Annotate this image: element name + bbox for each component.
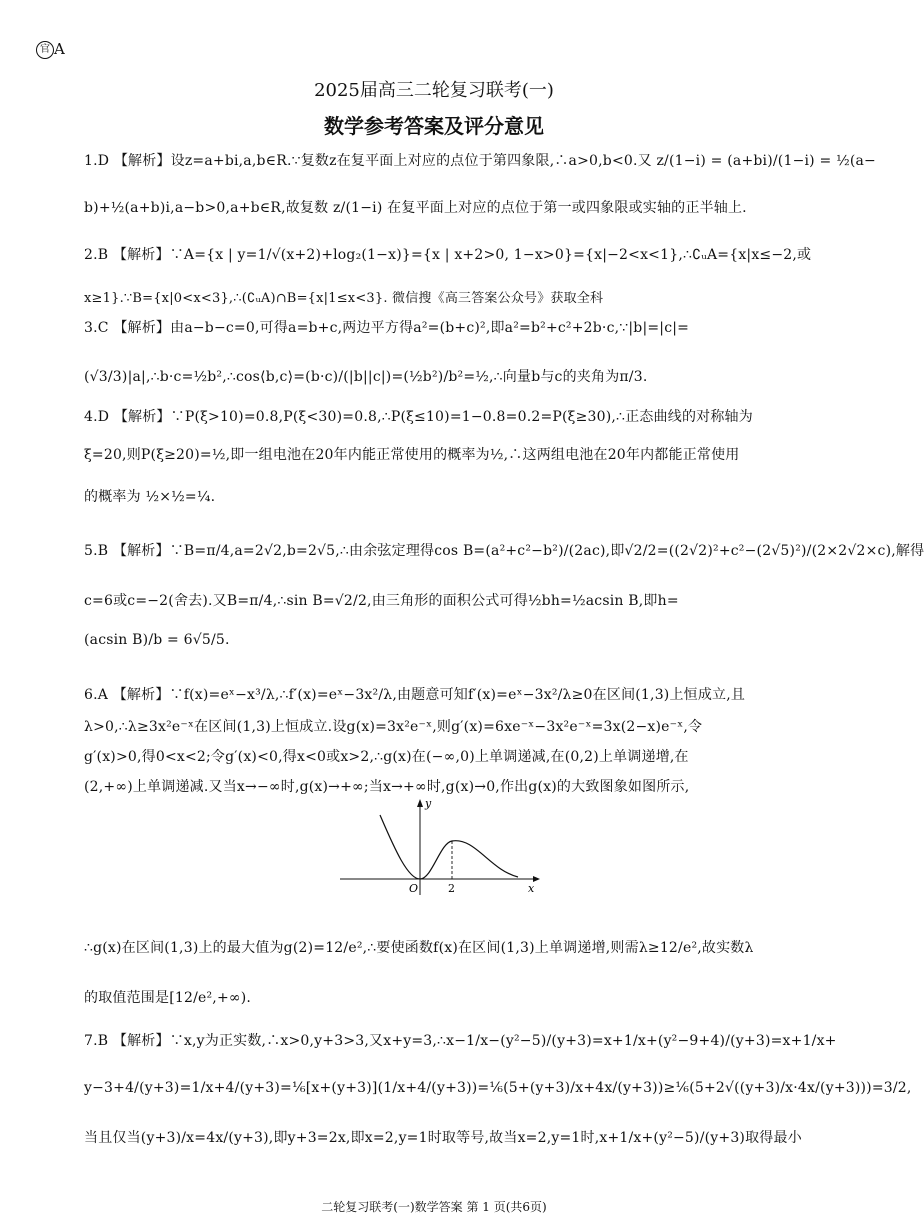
text-line: 当且仅当(y+3)/x=4x/(y+3),即y+3=2x,即x=2,y=1时取等号,故当x=2,y=1时,x+1/x+(y²−5)/(y+3)取得最小 bbox=[84, 1130, 802, 1146]
text-line: 2.B 【解析】∵A={x | y=1/√(x+2)+log₂(1−x)}={x | x+2>0, 1−x>0}={x|−2<x<1},∴∁ᵤA={x|x≤−2,或 bbox=[84, 247, 812, 263]
text-line: g′(x)>0,得0<x<2;令g′(x)<0,得x<0或x>2,∴g(x)在(−∞,0)上单调递减,在(0,2)上单调递增,在 bbox=[84, 749, 689, 765]
page-title: 数学参考答案及评分意见 bbox=[324, 114, 544, 138]
text-line: 3.C 【解析】由a−b−c=0,可得a=b+c,两边平方得a²=(b+c)²,即a²=b²+c²+2b·c,∵|b|=|c|= bbox=[84, 320, 690, 336]
text-line: (√3/3)|a|,∴b·c=½b²,∴cos⟨b,c⟩=(b·c)/(|b||c|)=(½b²)/b²=½,∴向量b与c的夹角为π/3. bbox=[84, 369, 648, 385]
function-graph bbox=[340, 795, 540, 897]
text-line: λ>0,∴λ≥3x²e⁻ˣ在区间(1,3)上恒成立.设g(x)=3x²e⁻ˣ,则g′(x)=6xe⁻ˣ−3x²e⁻ˣ=3x(2−x)e⁻ˣ,令 bbox=[84, 719, 703, 735]
corner-letter: A bbox=[54, 40, 65, 58]
y-axis-arrow bbox=[417, 799, 423, 807]
tick-label: 2 bbox=[448, 882, 455, 895]
text-line: 1.D 【解析】设z=a+bi,a,b∈R.∵复数z在复平面上对应的点位于第四象限,∴a>0,b<0.又 z/(1−i) = (a+bi)/(1−i) = ½(a− bbox=[84, 153, 876, 169]
corner-mark bbox=[36, 40, 65, 59]
text-line: ∴g(x)在区间(1,3)上的最大值为g(2)=12/e²,∴要使函数f(x)在区间(1,3)上单调递增,则需λ≥12/e²,故实数λ bbox=[84, 940, 754, 956]
text-line: b)+½(a+b)i,a−b>0,a+b∈R,故复数 z/(1−i) 在复平面上对应的点位于第一或四象限或实轴的正半轴上. bbox=[84, 200, 747, 216]
text-line: (2,+∞)上单调递减.又当x→−∞时,g(x)→+∞;当x→+∞时,g(x)→0,作出g(x)的大致图象如图所示, bbox=[84, 779, 690, 795]
text-line: c=6或c=−2(舍去).又B=π/4,∴sin B=√2/2,由三角形的面积公式可得½bh=½acsin B,即h= bbox=[84, 593, 679, 609]
x-axis-label: x bbox=[528, 882, 535, 895]
text-line: 6.A 【解析】∵f(x)=eˣ−x³/λ,∴f′(x)=eˣ−3x²/λ,由题意可知f′(x)=eˣ−3x²/λ≥0在区间(1,3)上恒成立,且 bbox=[84, 687, 746, 703]
text-line: x≥1}.∵B={x|0<x<3},∴(∁ᵤA)∩B={x|1≤x<3}. 微信搜《高三答案公众号》获取全科 bbox=[84, 291, 604, 306]
exam-title: 2025届高三二轮复习联考(一) bbox=[314, 80, 554, 101]
corner-circle-badge: 官 bbox=[36, 41, 54, 59]
curve-g bbox=[380, 815, 518, 879]
origin-label: O bbox=[409, 882, 419, 895]
text-line: 4.D 【解析】∵P(ξ>10)=0.8,P(ξ<30)=0.8,∴P(ξ≤10)=1−0.8=0.2=P(ξ≥30),∴正态曲线的对称轴为 bbox=[84, 409, 753, 425]
text-line: 7.B 【解析】∵x,y为正实数,∴x>0,y+3>3,又x+y=3,∴x−1/x−(y²−5)/(y+3)=x+1/x+(y²−9+4)/(y+3)=x+1/x+ bbox=[84, 1033, 837, 1049]
text-line: (acsin B)/b = 6√5/5. bbox=[84, 632, 230, 648]
text-line: 的取值范围是[12/e²,+∞). bbox=[84, 990, 252, 1006]
text-line: 5.B 【解析】∵B=π/4,a=2√2,b=2√5,∴由余弦定理得cos B=(a²+c²−b²)/(2ac),即√2/2=((2√2)²+c²−(2√5)²)/(2×2√2×c),解得 bbox=[84, 543, 924, 559]
text-line: 的概率为 ½×½=¼. bbox=[84, 489, 216, 505]
page-footer: 二轮复习联考(一)数学答案 第 1 页(共6页) bbox=[321, 1200, 547, 1214]
text-line: ξ=20,则P(ξ≥20)=½,即一组电池在20年内能正常使用的概率为½,∴这两组电池在20年内都能正常使用 bbox=[84, 447, 740, 463]
y-axis-label: y bbox=[425, 797, 432, 810]
text-line: y−3+4/(y+3)=1/x+4/(y+3)=⅙[x+(y+3)](1/x+4/(y+3))=⅙(5+(y+3)/x+4x/(y+3))≥⅙(5+2√((y+3)/x·4x/(y+3)))=3/2, bbox=[84, 1080, 912, 1096]
